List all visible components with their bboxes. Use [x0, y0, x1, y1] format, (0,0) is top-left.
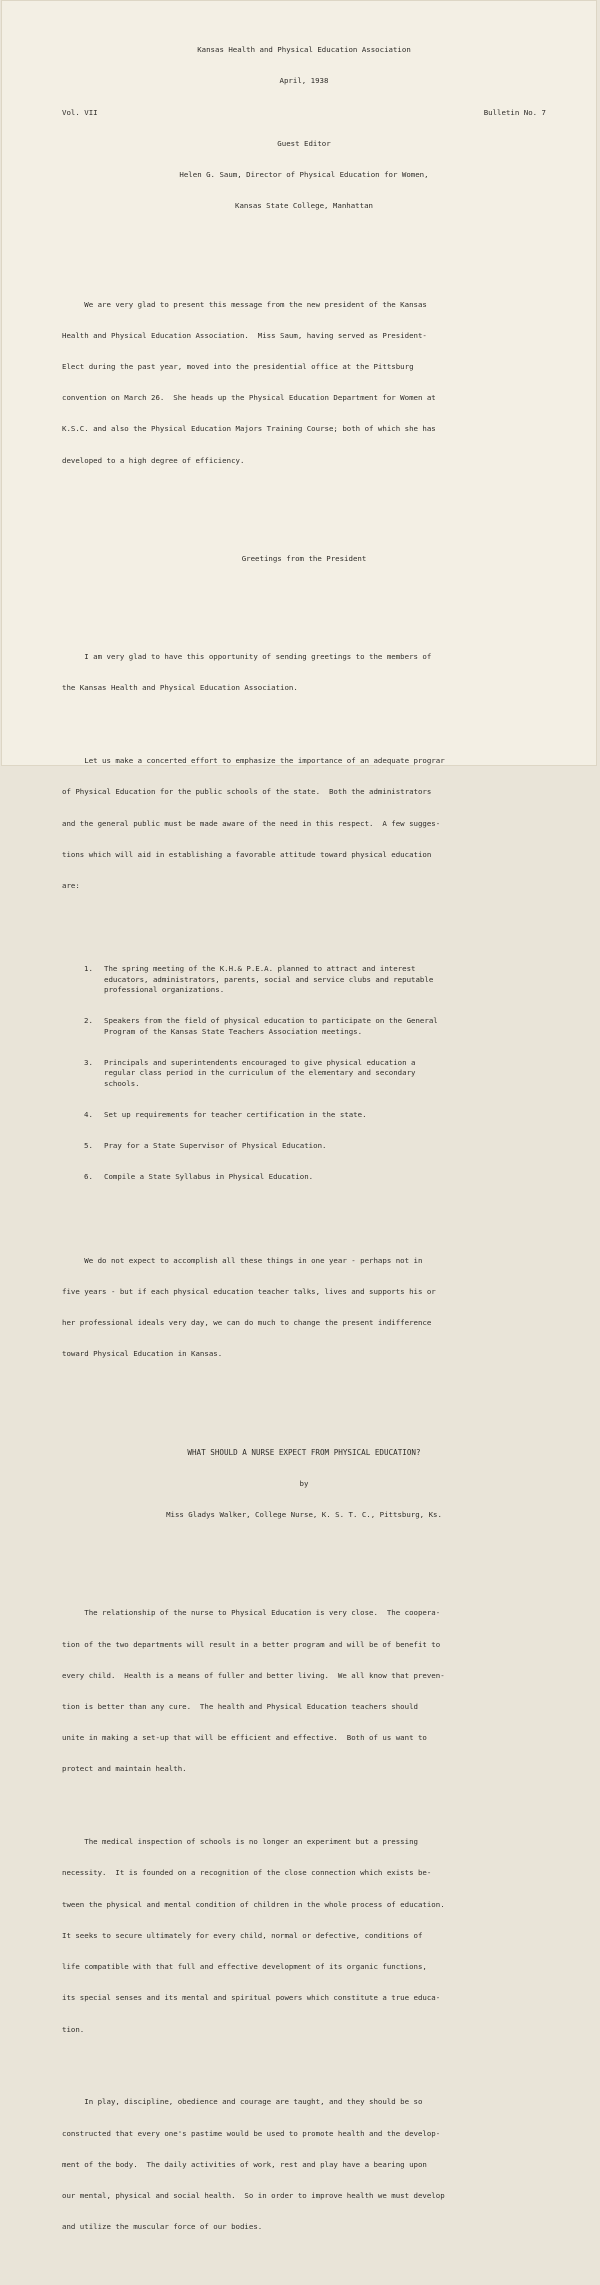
nurse-article-title: WHAT SHOULD A NURSE EXPECT FROM PHYSICAL EDUCATION? — [187, 1447, 421, 1457]
intro-paragraph: We are very glad to present this message from the new president of the Kansas Health and Physical Education Association. Miss Saum, having served as President- Elect during the past year, moved into the presidential office at the Pittsburg convention on March 26. She heads up the Physical Education Department for Women at K.S.C. and also the Physical Education Majors Training Course; both of which she has developed to a high degree of efficiency. — [62, 299, 436, 465]
list-item: 3. Principals and superintendents encouraged to give physical education a regular class period in the curriculum of the elementary and secondary schools. — [84, 1058, 416, 1088]
org-name: Kansas Health and Physical Education Association — [197, 45, 411, 55]
bulletin-label: Bulletin No. 7 — [483, 107, 546, 117]
volume-label: Vol. VII — [62, 107, 98, 117]
byline-by: by — [299, 1478, 309, 1488]
greetings-title: Greetings from the President — [241, 553, 367, 563]
list-item: 5. Pray for a State Supervisor of Physical Education. — [84, 1141, 327, 1151]
guest-editor-heading: Guest Editor — [277, 138, 331, 148]
list-item: 4. Set up requirements for teacher certification in the state. — [84, 1110, 367, 1120]
greetings-paragraph-3: We do not expect to accomplish all these things in one year - perhaps not in five years - but if each physical education teacher talks, lives and supports his or her professional ideals very day, we can do much to change the present indifference toward Physical Education in Kansas. — [62, 1255, 436, 1359]
list-item: 1. The spring meeting of the K.H.& P.E.A. planned to attract and interest educators, administrators, parents, social and service clubs and reputable professional organizations. — [84, 964, 434, 995]
guest-editor-name: Helen G. Saum, Director of Physical Education for Women, — [179, 170, 429, 180]
document-page — [2, 1, 596, 2232]
nurse-paragraph-3: In play, discipline, obedience and courage are taught, and they should be so constructed that every one's pastime would be used to promote health and the develop- ment of the body. The daily activities of work, rest and play have a bearing upon our mental, physical and social health. So in order to improve health we must develop and utilize the muscular force of our bodies. — [62, 2097, 445, 2232]
volume-row — [62, 108, 546, 118]
suggestions-list — [62, 944, 546, 1204]
nurse-paragraph-1: The relationship of the nurse to Physical Education is very close. The coopera- tion of the two departments will result in a better program and will be of benefit to every child. Health is a means of fuller and better living. We all know that preven- tion is better than any cure. The health and Physical Education teachers should unite in making a set-up that will be efficient and effective. Both of us want to protect and maintain health. — [62, 1608, 445, 1774]
list-item: 2. Speakers from the field of physical education to participate on the General Program of the Kansas State Teachers Association meetings. — [84, 1016, 438, 1036]
issue-date: April, 1938 — [279, 76, 329, 86]
list-item: 6. Compile a State Syllabus in Physical Education. — [84, 1172, 314, 1182]
greetings-paragraph-2: Let us make a concerted effort to emphasize the importance of an adequate prograr of Physical Education for the public schools of the state. Both the administrators and the general public must be made aware of the need in this respect. A few sugges- tions which will aid in establishing a favorable attitude toward physical education are: — [62, 756, 445, 891]
nurse-paragraph-2: The medical inspection of schools is no longer an experiment but a pressing necessity. It is founded on a recognition of the close connection which exists be- tween the physical and mental condition of children in the whole process of education. It seeks to secure ultimately for every child, normal or defective, conditions of life compatible with that full and effective development of its organic functions, its special senses and its mental and spiritual powers which constitute a true educa- tion. — [62, 1837, 445, 2034]
nurse-article-author: Miss Gladys Walker, College Nurse, K. S. T. C., Pittsburg, Ks. — [166, 1510, 442, 1520]
document-text — [62, 14, 546, 2285]
greetings-paragraph-1: I am very glad to have this opportunity of sending greetings to the members of the Kansas Health and Physical Education Association. — [62, 652, 432, 693]
guest-editor-college: Kansas State College, Manhattan — [235, 201, 373, 211]
